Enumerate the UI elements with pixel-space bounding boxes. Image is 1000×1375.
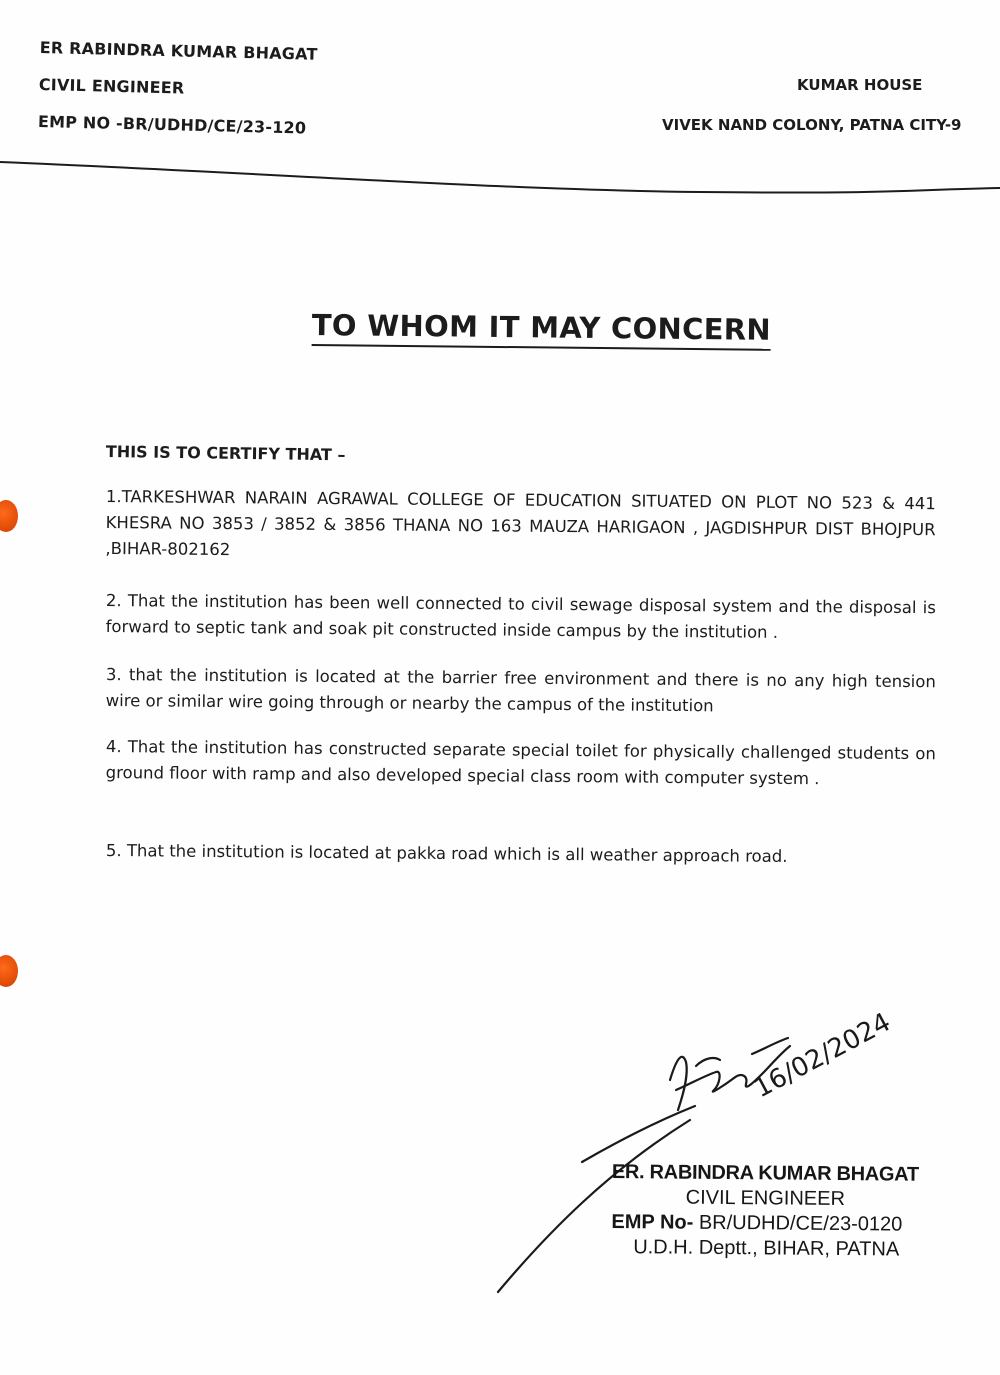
paragraph-1: 1.TARKESHWAR NARAIN AGRAWAL COLLEGE OF EDUCATION SITUATED ON PLOT NO 523 & 441 KHESRA NO 3853 / 3852 & 3856 THANA NO 163 MAUZA HARIGAON , JAGDISHPUR DIST BHOJPUR ,BIHAR-802162 — [105, 486, 936, 560]
address-line-1: KUMAR HOUSE — [797, 76, 923, 94]
signatory-stamp — [611, 1160, 919, 1263]
paragraph-4: 4. That the institution has constructed separate special toilet for physically challenged students on ground floor with ramp and also developed special class room with computer system . — [105, 736, 936, 789]
stamp-name: ER. RABINDRA KUMAR BHAGAT — [611, 1161, 919, 1186]
address-line-2: VIVEK NAND COLONY, PATNA CITY-9 — [662, 116, 962, 134]
certify-heading: THIS IS TO CERTIFY THAT – — [105, 442, 346, 465]
paragraph-5: 5. That the institution is located at pakka road which is all weather approach road. — [105, 840, 788, 866]
header-rule — [0, 150, 1000, 200]
punch-hole-top — [0, 500, 18, 532]
sender-designation: CIVIL ENGINEER — [38, 74, 185, 98]
signature-date: 16/02/2024 — [749, 1007, 896, 1105]
sender-name: ER RABINDRA KUMAR BHAGAT — [39, 38, 318, 64]
paragraph-2: 2. That the institution has been well connected to civil sewage disposal system and the disposal is forward to septic tank and soak pit constructed inside campus by the institution . — [105, 590, 936, 642]
paragraph-3: 3. that the institution is located at the barrier free environment and there is no any high tension wire or similar wire going through or nearby the campus of the institution — [105, 664, 936, 716]
stamp-emp-value: BR/UDHD/CE/23-0120 — [693, 1211, 903, 1236]
stamp-emp-no — [611, 1210, 918, 1238]
sender-emp-no: EMP NO -BR/UDHD/CE/23-120 — [37, 111, 307, 138]
stamp-designation: CIVIL ENGINEER — [685, 1186, 846, 1211]
address-block — [662, 76, 962, 134]
punch-hole-bottom — [0, 955, 18, 987]
sender-block — [37, 38, 318, 156]
page-title: TO WHOM IT MAY CONCERN — [312, 308, 772, 351]
stamp-department: U.D.H. Deptt., BIHAR, PATNA — [633, 1236, 900, 1261]
stamp-emp-label: EMP No- — [611, 1210, 694, 1234]
